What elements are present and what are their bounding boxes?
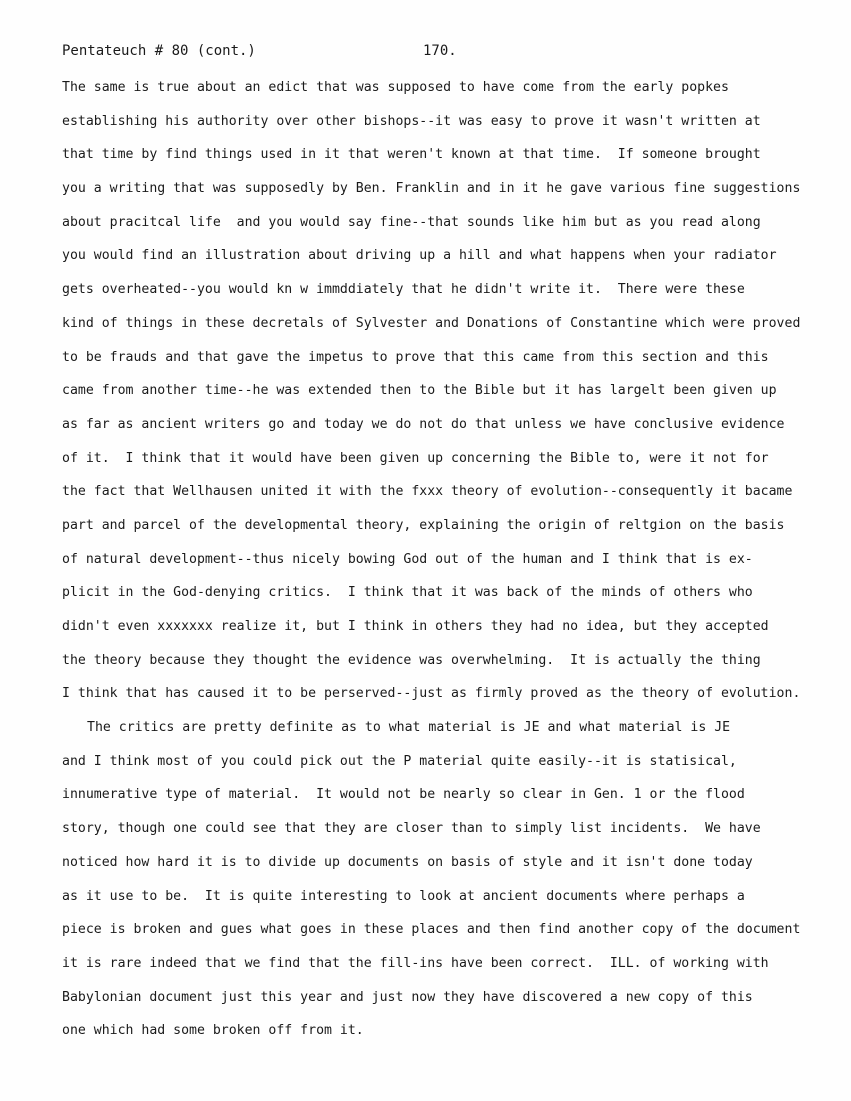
text-line: plicit in the God-denying critics. I think that it was back of the minds of others who [62,585,753,601]
paragraph-1 [62,78,847,718]
header-title: Pentateuch # 80 (cont.) [62,43,256,59]
page-header [62,43,822,63]
text-line: the theory because they thought the evidence was overwhelming. It is actually the thing [62,652,761,668]
text-line: establishing his authority over other bishops--it was easy to prove it wasn't written at [62,113,761,129]
text-line: as it use to be. It is quite interesting to look at ancient documents where perhaps a [62,888,745,904]
text-line: Babylonian document just this year and just now they have discovered a new copy of this [62,989,753,1005]
text-line: of natural development--thus nicely bowing God out of the human and I think that is ex- [62,551,753,567]
text-line: part and parcel of the developmental theory, explaining the origin of reltgion on the basis [62,517,785,533]
text-line: I think that has caused it to be perserved--just as firmly proved as the theory of evolution. [62,686,801,702]
text-line: The same is true about an edict that was supposed to have come from the early popkes [62,80,729,95]
text-line: you a writing that was supposedly by Ben. Franklin and in it he gave various fine suggestions [62,181,801,197]
text-line: one which had some broken off from it. [62,1023,364,1039]
text-line: and I think most of you could pick out the P material quite easily--it is statisical, [62,753,737,769]
text-line: of it. I think that it would have been given up concerning the Bible to, were it not for [62,450,769,466]
text-line: innumerative type of material. It would not be nearly so clear in Gen. 1 or the flood [62,787,745,803]
text-line: noticed how hard it is to divide up documents on basis of style and it isn't done today [62,854,753,870]
text-line: piece is broken and gues what goes in these places and then find another copy of the document [62,922,801,938]
text-line: The critics are pretty definite as to what material is JE and what material is JE [87,720,731,736]
text-line: didn't even xxxxxxx realize it, but I think in others they had no idea, but they accepted [62,619,769,634]
text-line: the fact that Wellhausen united it with the fxxx theory of evolution--consequently it bacame [62,484,793,500]
text-line: kind of things in these decretals of Sylvester and Donations of Constantine which were proved [62,315,801,331]
text-line: about pracitcal life and you would say fine--that sounds like him but as you read along [62,214,761,230]
text-line: you would find an illustration about driving up a hill and what happens when your radiator [62,248,777,264]
text-line: came from another time--he was extended then to the Bible but it has largelt been given up [62,383,777,399]
page-number: 170. [423,43,457,59]
text-line: gets overheated--you would kn w immddiately that he didn't write it. There were these [62,282,745,298]
text-line: story, though one could see that they are closer than to simply list incidents. We have [62,821,761,837]
document-body [62,78,847,1055]
text-line: it is rare indeed that we find that the fill-ins have been correct. ILL. of working with [62,955,769,971]
text-line: that time by find things used in it that weren't known at that time. If someone brought [62,147,761,163]
text-line: to be frauds and that gave the impetus to prove that this came from this section and this [62,349,769,365]
text-line: as far as ancient writers go and today we do not do that unless we have conclusive evidence [62,416,785,432]
paragraph-2 [62,718,847,1055]
